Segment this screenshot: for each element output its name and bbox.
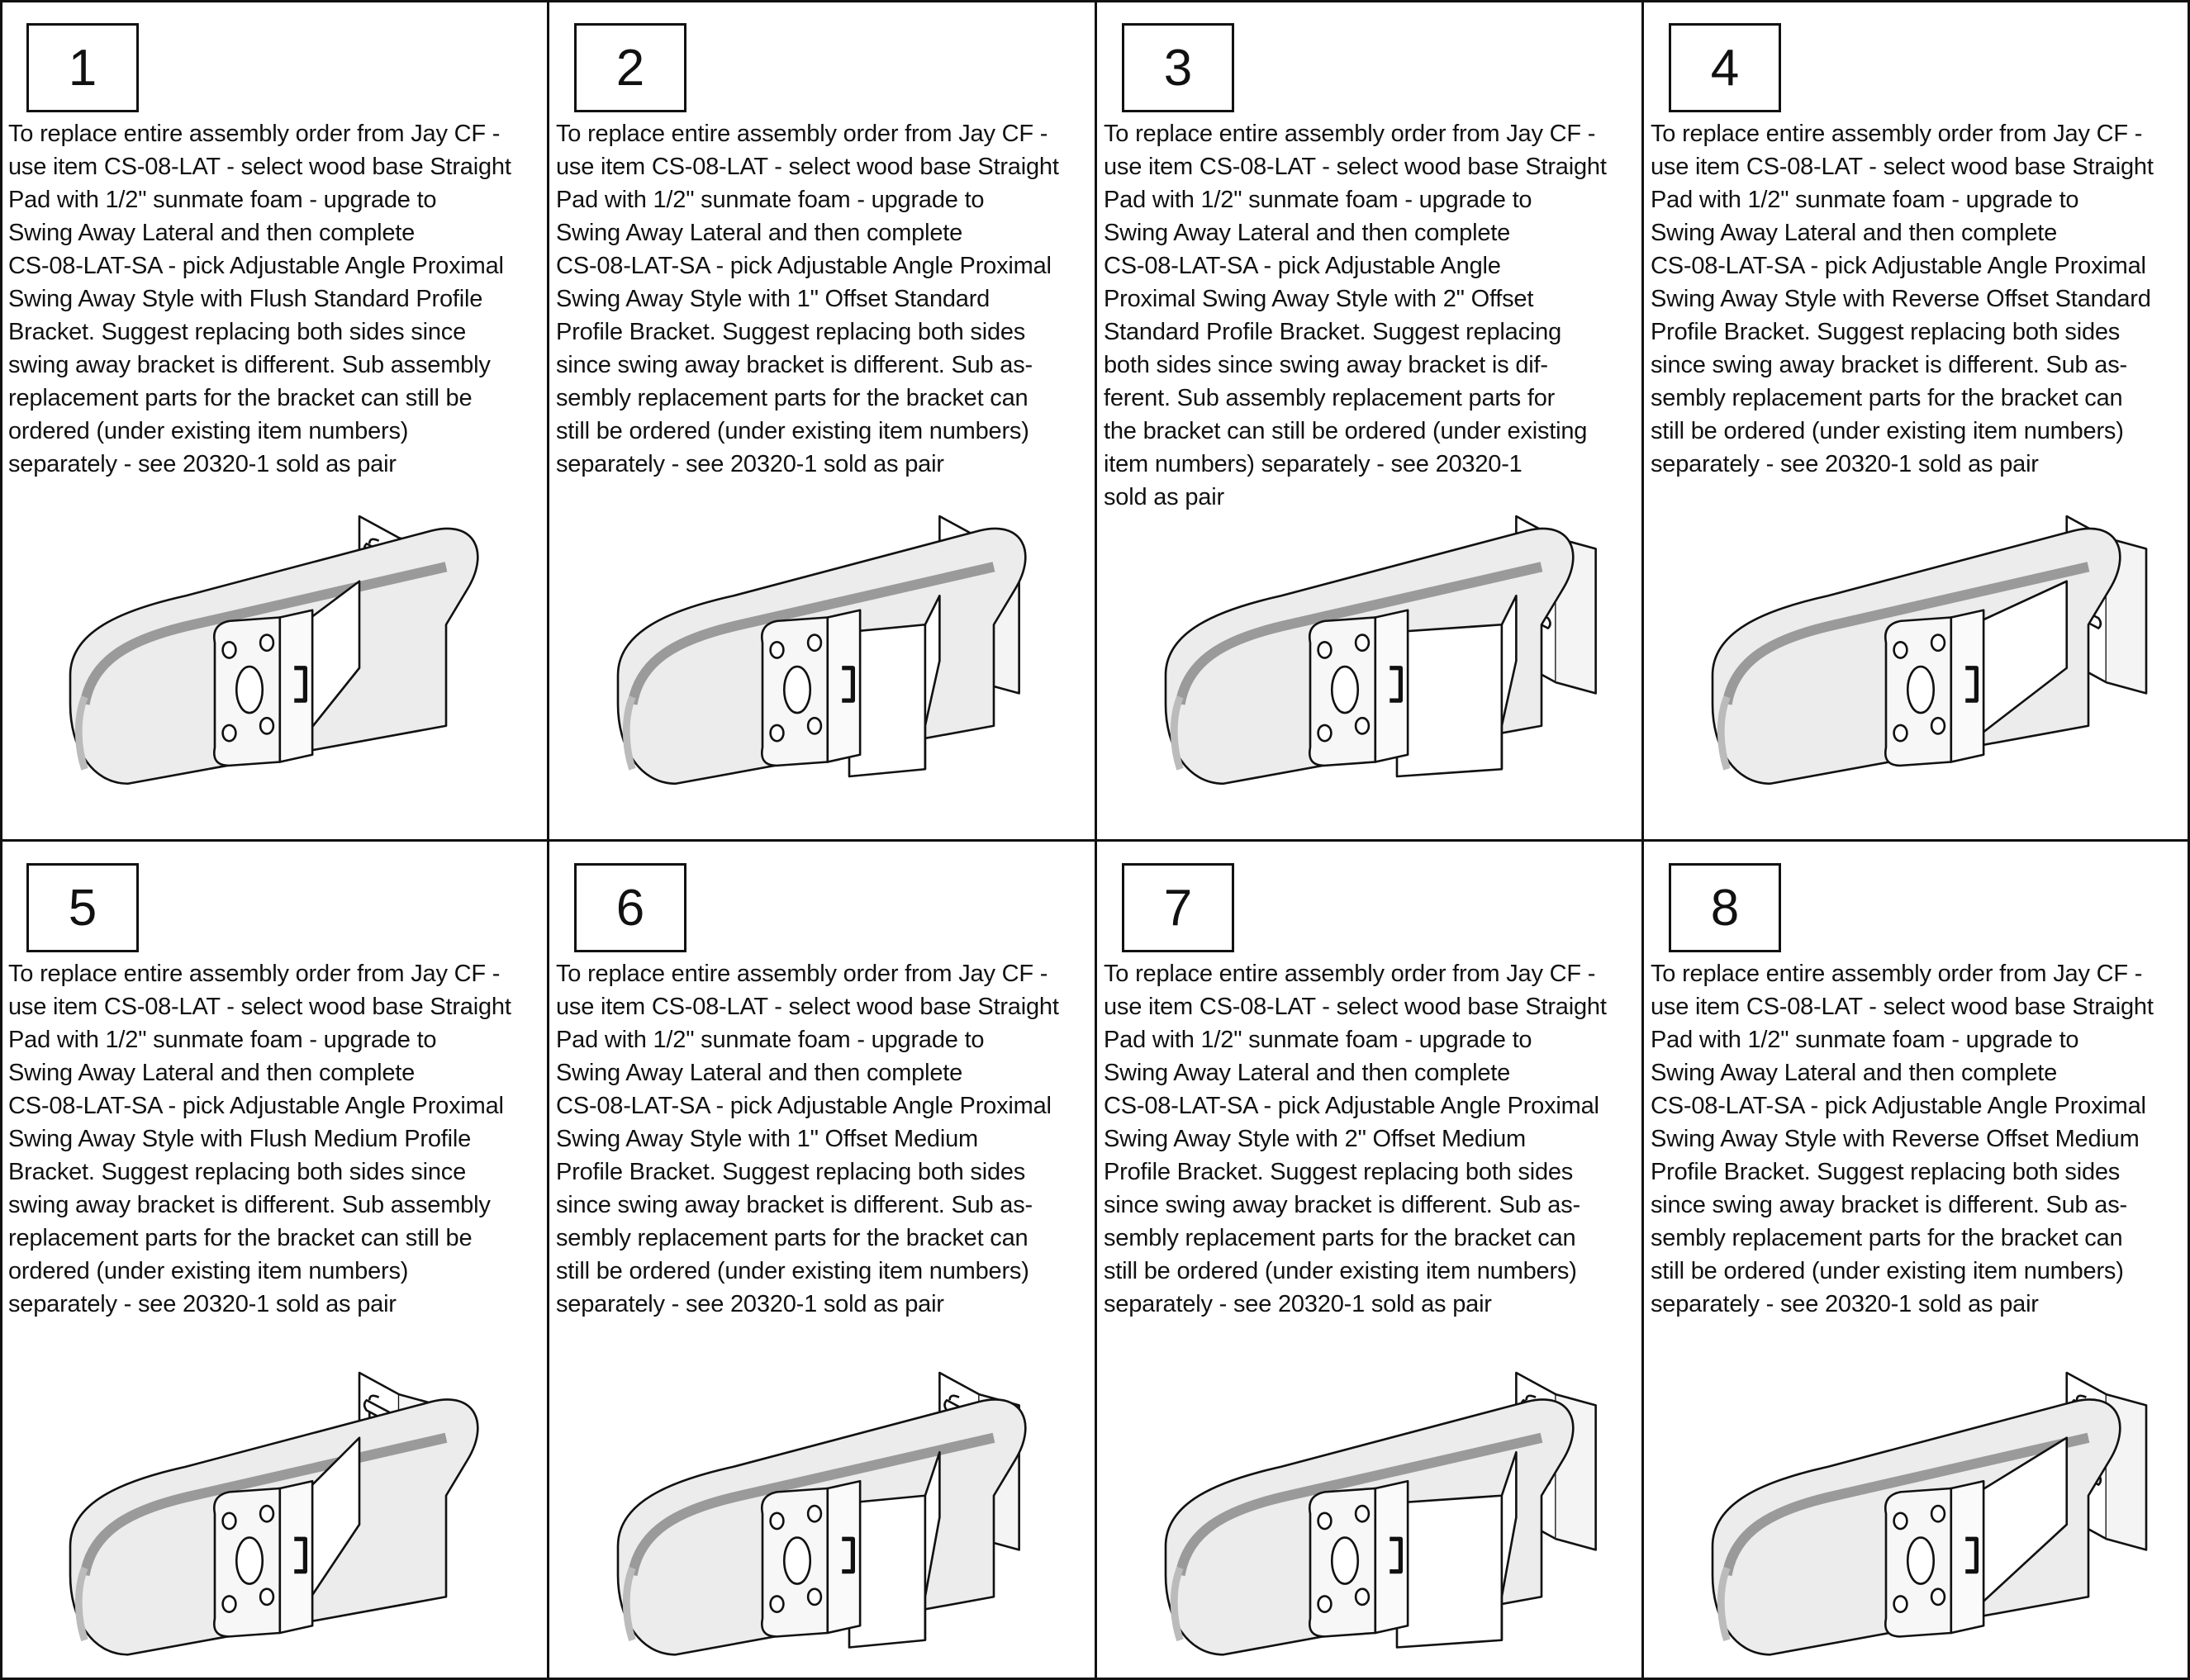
screw-hole-3	[1318, 1596, 1332, 1611]
screw-hole-1	[771, 1513, 784, 1529]
screw-hole-4	[1931, 1589, 1945, 1605]
panel-number: 7	[1122, 863, 1234, 952]
panel-number: 6	[574, 863, 686, 952]
screw-hole-1	[1318, 642, 1332, 657]
hinge-block	[280, 610, 312, 762]
mounting-plate	[1309, 1488, 1375, 1636]
center-hole	[1332, 1538, 1358, 1584]
panel-4	[1642, 0, 2190, 840]
screw-hole-1	[223, 642, 236, 657]
panel-number: 5	[26, 863, 139, 952]
panel-number: 3	[1122, 23, 1234, 112]
hinge-block	[1375, 610, 1408, 762]
center-hole	[1907, 667, 1934, 713]
panel-6	[548, 840, 1095, 1680]
panel-description: To replace entire assembly order from Jay CF - use item CS-08-LAT - select wood base Straight Pad with 1/2" sunmate foam - upgrade to Swing Away Lateral and then complete CS-08-LAT-SA - pick Adjustable Angle Proximal Swing Away Style with 2" Offset Medium Profile Bracket. Suggest replacing both sides since swing away bracket is different. Sub as- sembly replacement parts for the bracket can still be ordered (under existing item numbers) separately - see 20320-1 sold as pair	[1104, 961, 1607, 1317]
screw-hole-2	[260, 1506, 273, 1521]
screw-hole-4	[1356, 1589, 1369, 1605]
mounting-plate	[762, 1488, 827, 1636]
panel-number: 2	[574, 23, 686, 112]
panel-1	[0, 0, 548, 840]
screw-hole-2	[808, 635, 821, 651]
center-hole	[236, 1538, 263, 1584]
screw-hole-3	[1894, 1596, 1907, 1611]
mounting-plate	[762, 618, 827, 766]
bracket-illustration	[8, 1315, 537, 1662]
panel-number: 1	[26, 23, 139, 112]
screw-hole-1	[771, 642, 784, 657]
center-hole	[1332, 667, 1358, 713]
screw-hole-4	[808, 718, 821, 733]
bracket-illustration	[8, 487, 537, 834]
mounting-plate	[1885, 1488, 1950, 1636]
panel-description: To replace entire assembly order from Jay CF - use item CS-08-LAT - select wood base Straight Pad with 1/2" sunmate foam - upgrade to Swing Away Lateral and then complete CS-08-LAT-SA - pick Adjustable Angle Proximal Swing Away Style with Flush Standard Profile Bracket. Suggest replacing both sides since swing away bracket is different. Sub assembly replacement parts for the bracket can still be ordered (under existing item numbers) separately - see 20320-1 sold as pair	[8, 121, 511, 477]
panel-description: To replace entire assembly order from Jay CF - use item CS-08-LAT - select wood base Straight Pad with 1/2" sunmate foam - upgrade to Swing Away Lateral and then complete CS-08-LAT-SA - pick Adjustable Angle Proximal Swing Away Style with Reverse Offset Standard Profile Bracket. Suggest replacing both sides since swing away bracket is different. Sub as- sembly replacement parts for the bracket can still be ordered (under existing item numbers) separately - see 20320-1 sold as pair	[1651, 121, 2154, 477]
screw-hole-2	[1931, 635, 1945, 651]
panel-2	[548, 0, 1095, 840]
screw-hole-4	[1931, 718, 1945, 733]
screw-hole-1	[223, 1513, 236, 1529]
screw-hole-4	[1356, 718, 1369, 733]
panel-7	[1095, 840, 1642, 1680]
screw-hole-4	[808, 1589, 821, 1605]
screw-hole-1	[1894, 642, 1907, 657]
bracket-illustration	[1104, 1315, 1632, 1662]
hinge-block	[828, 1481, 860, 1633]
mounting-plate	[1885, 618, 1950, 766]
center-hole	[1907, 1538, 1934, 1584]
mounting-plate	[1309, 618, 1375, 766]
panel-3	[1095, 0, 1642, 840]
screw-hole-1	[1318, 1513, 1332, 1529]
hinge-block	[280, 1481, 312, 1633]
center-hole	[784, 667, 810, 713]
screw-hole-2	[1356, 635, 1369, 651]
grid-col-divider-1	[547, 0, 549, 1680]
screw-hole-3	[771, 725, 784, 741]
panel-5	[0, 840, 548, 1680]
bracket-illustration	[556, 487, 1085, 834]
screw-hole-3	[1318, 725, 1332, 741]
panel-description: To replace entire assembly order from Jay CF - use item CS-08-LAT - select wood base Straight Pad with 1/2" sunmate foam - upgrade to Swing Away Lateral and then complete CS-08-LAT-SA - pick Adjustable Angle Proximal Swing Away Style with Reverse Offset Medium Profile Bracket. Suggest replacing both sides since swing away bracket is different. Sub as- sembly replacement parts for the bracket can still be ordered (under existing item numbers) separately - see 20320-1 sold as pair	[1651, 961, 2154, 1317]
panel-description: To replace entire assembly order from Jay CF - use item CS-08-LAT - select wood base Straight Pad with 1/2" sunmate foam - upgrade to Swing Away Lateral and then complete CS-08-LAT-SA - pick Adjustable Angle Proximal Swing Away Style with 1" Offset Standard Profile Bracket. Suggest replacing both sides since swing away bracket is different. Sub as- sembly replacement parts for the bracket can still be ordered (under existing item numbers) separately - see 20320-1 sold as pair	[556, 121, 1059, 477]
screw-hole-3	[223, 725, 236, 741]
screw-hole-3	[223, 1596, 236, 1611]
screw-hole-3	[1894, 725, 1907, 741]
hinge-block	[828, 610, 860, 762]
screw-hole-4	[260, 718, 273, 733]
panel-description: To replace entire assembly order from Jay CF - use item CS-08-LAT - select wood base Straight Pad with 1/2" sunmate foam - upgrade to Swing Away Lateral and then complete CS-08-LAT-SA - pick Adjustable Angle Proximal Swing Away Style with Flush Medium Profile Bracket. Suggest replacing both sides since swing away bracket is different. Sub assembly replacement parts for the bracket can still be ordered (under existing item numbers) separately - see 20320-1 sold as pair	[8, 961, 511, 1317]
center-hole	[236, 667, 263, 713]
bracket-illustration	[1104, 487, 1632, 834]
screw-hole-4	[260, 1589, 273, 1605]
center-hole	[784, 1538, 810, 1584]
hinge-block	[1951, 610, 1983, 762]
panel-number: 8	[1669, 863, 1781, 952]
panel-8	[1642, 840, 2190, 1680]
panel-description: To replace entire assembly order from Jay CF - use item CS-08-LAT - select wood base Straight Pad with 1/2" sunmate foam - upgrade to Swing Away Lateral and then complete CS-08-LAT-SA - pick Adjustable Angle Proximal Swing Away Style with 2" Offset Standard Profile Bracket. Suggest replacing both sides since swing away bracket is dif- ferent. Sub assembly replacement parts for the bracket can still be ordered (under existing item numbers) separately - see 20320-1 sold as pair	[1104, 121, 1607, 510]
mounting-plate	[214, 618, 279, 766]
screw-hole-2	[808, 1506, 821, 1521]
hinge-block	[1951, 1481, 1983, 1633]
panel-number: 4	[1669, 23, 1781, 112]
screw-hole-3	[771, 1596, 784, 1611]
screw-hole-2	[260, 635, 273, 651]
bracket-illustration	[556, 1315, 1085, 1662]
screw-hole-1	[1894, 1513, 1907, 1529]
grid-col-divider-2	[1095, 0, 1097, 1680]
hinge-block	[1375, 1481, 1408, 1633]
screw-hole-2	[1931, 1506, 1945, 1521]
screw-hole-2	[1356, 1506, 1369, 1521]
mounting-plate	[214, 1488, 279, 1636]
panel-description: To replace entire assembly order from Jay CF - use item CS-08-LAT - select wood base Straight Pad with 1/2" sunmate foam - upgrade to Swing Away Lateral and then complete CS-08-LAT-SA - pick Adjustable Angle Proximal Swing Away Style with 1" Offset Medium Profile Bracket. Suggest replacing both sides since swing away bracket is different. Sub as- sembly replacement parts for the bracket can still be ordered (under existing item numbers) separately - see 20320-1 sold as pair	[556, 961, 1059, 1317]
bracket-illustration	[1651, 1315, 2179, 1662]
bracket-illustration	[1651, 487, 2179, 834]
grid-col-divider-3	[1641, 0, 1644, 1680]
